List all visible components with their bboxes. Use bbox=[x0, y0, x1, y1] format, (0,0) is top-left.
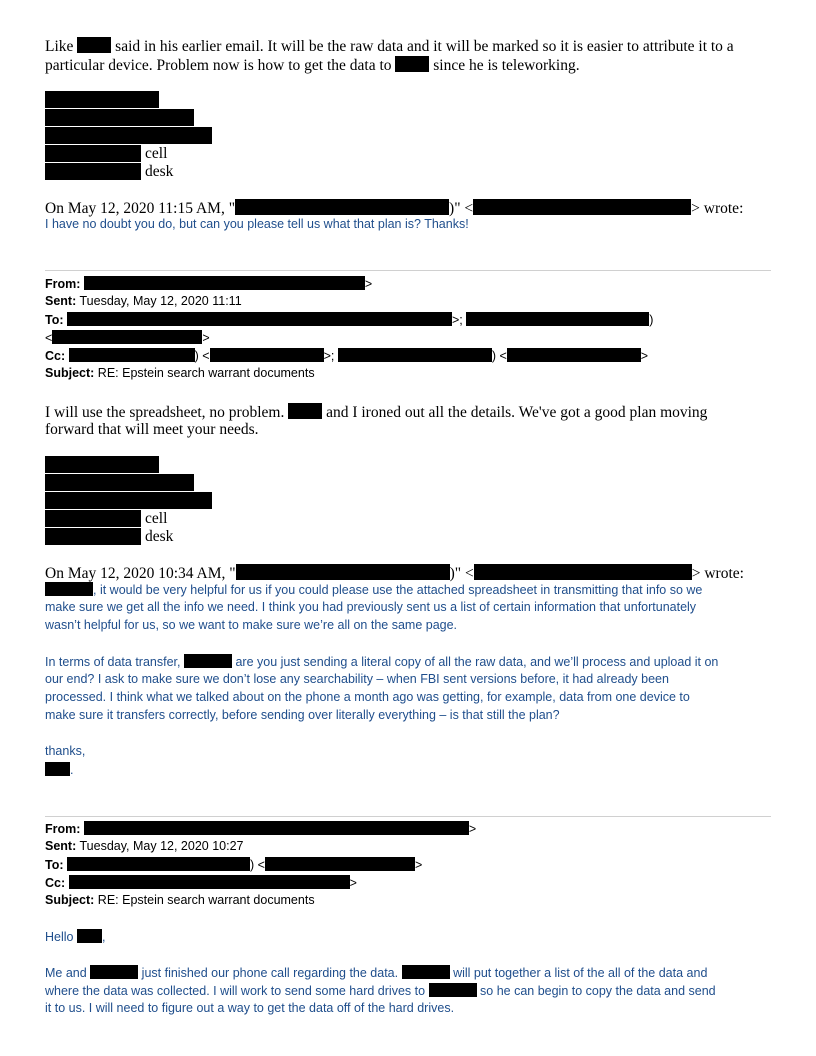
redaction bbox=[507, 348, 641, 362]
divider bbox=[45, 816, 771, 817]
msg1-to-cont bbox=[45, 330, 210, 345]
signature-redaction bbox=[45, 145, 141, 162]
cc-label: Cc: bbox=[45, 349, 66, 363]
text: . bbox=[70, 763, 74, 777]
text: < bbox=[45, 331, 53, 345]
redaction bbox=[67, 312, 452, 326]
redaction bbox=[52, 330, 202, 344]
text: since he is teleworking. bbox=[433, 57, 580, 74]
quote2-header bbox=[45, 564, 744, 583]
msg1-to bbox=[45, 312, 653, 327]
text: so he can begin to copy the data and send bbox=[480, 984, 716, 998]
signature-redaction bbox=[45, 91, 159, 108]
text: > wrote: bbox=[691, 565, 744, 582]
sent-label: Sent: bbox=[45, 839, 77, 853]
quote2-p2-line-3: processed. I think what we talked about on the phone a month ago was getting, for example, data from one device to bbox=[45, 690, 690, 704]
msg2-body-line-2 bbox=[45, 983, 716, 998]
text: >; bbox=[452, 313, 463, 327]
sig-desk-label: desk bbox=[145, 528, 174, 545]
sig-cell-label: cell bbox=[145, 510, 168, 527]
redaction bbox=[77, 929, 102, 943]
redaction bbox=[84, 821, 469, 835]
redaction bbox=[288, 403, 322, 419]
text: In terms of data transfer, bbox=[45, 655, 181, 669]
quote2-p2-line-1 bbox=[45, 654, 718, 669]
signature-redaction bbox=[45, 492, 212, 509]
msg1-cc bbox=[45, 348, 648, 363]
text: ) < bbox=[250, 858, 265, 872]
text: ) bbox=[649, 313, 654, 327]
msg2-to bbox=[45, 857, 422, 872]
redaction bbox=[265, 857, 415, 871]
redaction bbox=[473, 199, 691, 215]
text: Like bbox=[45, 38, 74, 55]
msg2-subject bbox=[45, 893, 315, 907]
text: > bbox=[468, 822, 477, 836]
redaction bbox=[45, 582, 93, 596]
redaction bbox=[236, 564, 450, 580]
redaction bbox=[395, 56, 429, 72]
quote2-p1-line-3: wasn’t helpful for us, so we want to make sure we’re all on the same page. bbox=[45, 618, 458, 632]
redaction bbox=[77, 37, 111, 53]
text: ) < bbox=[194, 349, 210, 363]
text: , bbox=[101, 930, 106, 944]
subject-value: RE: Epstein search warrant documents bbox=[97, 366, 315, 380]
text: just finished our phone call regarding the data. bbox=[141, 966, 399, 980]
text: > bbox=[202, 331, 210, 345]
divider bbox=[45, 270, 771, 271]
sent-label: Sent: bbox=[45, 294, 77, 308]
text: I will use the spreadsheet, no problem. bbox=[45, 404, 285, 421]
msg2-cc bbox=[45, 875, 357, 890]
msg2-hello bbox=[45, 929, 105, 944]
text: ) < bbox=[491, 349, 507, 363]
text: )" < bbox=[449, 200, 474, 217]
msg2-from bbox=[45, 821, 476, 836]
quote2-signoff bbox=[45, 762, 73, 777]
redaction bbox=[90, 965, 138, 979]
msg2-sent bbox=[45, 839, 244, 853]
redaction bbox=[338, 348, 492, 362]
msg1-sent bbox=[45, 294, 242, 308]
signature-redaction bbox=[45, 474, 194, 491]
signature-redaction bbox=[45, 163, 141, 180]
text: will put together a list of the all of the data and bbox=[453, 966, 708, 980]
text: Me and bbox=[45, 966, 87, 980]
redaction bbox=[402, 965, 450, 979]
text: Hello bbox=[45, 930, 74, 944]
subject-label: Subject: bbox=[45, 893, 95, 907]
text: > bbox=[364, 277, 373, 291]
subject-value: RE: Epstein search warrant documents bbox=[97, 893, 315, 907]
sig-desk-label: desk bbox=[145, 163, 174, 180]
text: On May 12, 2020 11:15 AM, " bbox=[45, 200, 236, 217]
text: said in his earlier email. It will be the raw data and it will be marked so it is easier to attribute it to a bbox=[115, 38, 734, 55]
msg1-subject bbox=[45, 366, 315, 380]
redaction bbox=[69, 348, 195, 362]
sent-value: Tuesday, May 12, 2020 10:27 bbox=[79, 839, 244, 853]
quote2-p1-line-1 bbox=[45, 582, 702, 597]
redaction bbox=[84, 276, 365, 290]
redaction bbox=[429, 983, 477, 997]
signature-redaction bbox=[45, 109, 194, 126]
quote1-body: I have no doubt you do, but can you please tell us what that plan is? Thanks! bbox=[45, 217, 469, 231]
text: , it would be very helpful for us if you could please use the attached spreadsheet in transmitting that info so we bbox=[93, 583, 703, 597]
redaction bbox=[235, 199, 449, 215]
to-label: To: bbox=[45, 313, 64, 327]
to-label: To: bbox=[45, 858, 64, 872]
signature-redaction bbox=[45, 528, 141, 545]
quote2-p2-line-2: our end? I ask to make sure we don’t lose any searchability – when FBI sent versions before, it had already been bbox=[45, 672, 669, 686]
text: > wrote: bbox=[691, 200, 744, 217]
msg1-body-line-2: forward that will meet your needs. bbox=[45, 421, 259, 438]
text: > bbox=[349, 876, 357, 890]
redaction bbox=[184, 654, 232, 668]
text: >; bbox=[323, 349, 335, 363]
text: > bbox=[414, 858, 423, 872]
msg1-from bbox=[45, 276, 372, 291]
quote2-thanks: thanks, bbox=[45, 744, 86, 758]
text: particular device. Problem now is how to get the data to bbox=[45, 57, 392, 74]
text: On May 12, 2020 10:34 AM, " bbox=[45, 565, 236, 582]
subject-label: Subject: bbox=[45, 366, 95, 380]
sent-value: Tuesday, May 12, 2020 11:11 bbox=[79, 294, 242, 308]
quote2-p2-line-4: make sure it transfers correctly, before sending over literally everything – is that still the plan? bbox=[45, 708, 560, 722]
text: and I ironed out all the details. We've got a good plan moving bbox=[326, 404, 708, 421]
msg1-body-line-1 bbox=[45, 403, 707, 422]
msg2-body-line-3: it to us. I will need to figure out a way to get the data off of the hard drives. bbox=[45, 1001, 455, 1015]
redaction bbox=[67, 857, 250, 871]
redaction bbox=[210, 348, 324, 362]
text: are you just sending a literal copy of all the raw data, and we’ll process and upload it on bbox=[235, 655, 719, 669]
quote1-header bbox=[45, 199, 743, 218]
redaction bbox=[474, 564, 692, 580]
text: > bbox=[640, 349, 649, 363]
redaction bbox=[466, 312, 649, 326]
signature-redaction bbox=[45, 510, 141, 527]
quote2-p1-line-2: make sure we get all the info we need. I think you had previously sent us a list of certain information that unfortunately bbox=[45, 600, 697, 614]
from-label: From: bbox=[45, 277, 81, 291]
redaction bbox=[69, 875, 350, 889]
top-line-2 bbox=[45, 56, 580, 75]
from-label: From: bbox=[45, 822, 81, 836]
text: )" < bbox=[449, 565, 474, 582]
signature-redaction bbox=[45, 456, 159, 473]
signature-redaction bbox=[45, 127, 212, 144]
top-line-1 bbox=[45, 37, 734, 56]
text: where the data was collected. I will work to send some hard drives to bbox=[45, 984, 426, 998]
sig-cell-label: cell bbox=[145, 145, 168, 162]
msg2-body-line-1 bbox=[45, 965, 707, 980]
cc-label: Cc: bbox=[45, 876, 66, 890]
redaction bbox=[45, 762, 70, 776]
